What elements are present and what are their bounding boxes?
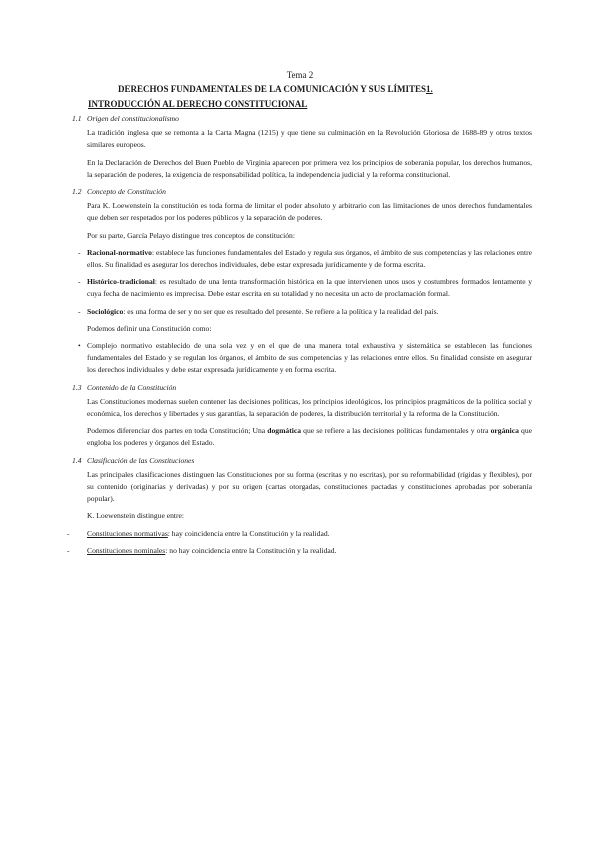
list-text: : no hay coincidencia entre la Constitución y la realidad.	[165, 545, 337, 555]
tema-label: Tema 2	[286, 70, 314, 80]
paragraph	[87, 425, 532, 449]
section-title: INTRODUCCIÓN AL DERECHO CONSTITUCIONAL	[88, 99, 308, 109]
section-heading-1-1	[72, 113, 532, 125]
paragraph: La tradición inglesa que se remonta a la Carta Magna (1215) y que tiene su culminación en la Revolución Gloriosa de 1688-89 y otros textos similares europeos.	[87, 128, 532, 150]
list-term: Constituciones nominales	[87, 545, 166, 555]
section-number: 1.3	[72, 382, 82, 392]
list-text: : establece las funciones fundamentales del Estado y regula sus órganos, el ámbito de sus competencias y las relaciones entre ellos. Su finalidad es asegurar los derechos individuales, debe estar expresada jurídicamente y de forma escrita.	[87, 247, 532, 270]
list-item	[67, 528, 532, 540]
list-item	[78, 306, 532, 318]
bold-term: orgánica	[490, 426, 519, 436]
section-heading-1-3	[72, 382, 532, 394]
section-number: 1.1	[72, 114, 82, 123]
list-text: : es resultado de una lenta transformación histórica en la que intervienen unos usos y costumbres formados lentamente y cuya fecha de nacimiento es imprecisa. Debe estar escrita en su totalidad y no necesita un acto de proclamación formal.	[87, 277, 532, 299]
section-heading-text: Origen del constitucionalismo	[87, 114, 179, 123]
paragraph: Las principales clasificaciones distinguen las Constituciones por su forma (escritas y no escritas), por su reformabilidad (rígidas y flexibles), por su contenido (originarias y derivadas) y por su origen (cartas otorgadas, constituciones pactadas y constituciones aprobadas por soberanía popular).	[87, 469, 532, 504]
list-term: Histórico-tradicional	[87, 277, 155, 287]
bullet-item	[78, 340, 532, 377]
section-heading-1-2	[72, 186, 532, 198]
bullet-icon: •	[78, 341, 81, 351]
list-term: Sociológico	[87, 306, 124, 316]
section-number: 1.4	[72, 455, 82, 465]
list-dash: -	[67, 545, 70, 555]
section-heading-1-4	[72, 455, 532, 467]
list-text: : es una forma de ser y no ser que es resultado del presente. Se refiere a la política y la realidad del país.	[123, 306, 439, 316]
list-dash: -	[78, 306, 81, 316]
section-number: 1.2	[72, 187, 82, 197]
list-term: Racional-normativo	[87, 247, 152, 257]
list-item	[78, 276, 532, 300]
paragraph: Por su parte, García Pelayo distingue tres conceptos de constitución:	[87, 230, 295, 240]
title-main: DERECHOS FUNDAMENTALES DE LA COMUNICACIÓN Y SUS LÍMITES	[118, 84, 426, 94]
list-dash: -	[78, 247, 81, 257]
section-heading-text: Clasificación de las Constituciones	[87, 455, 195, 465]
paragraph: K. Loewenstein distingue entre:	[87, 511, 185, 521]
paragraph: Las Constituciones modernas suelen contener las decisiones políticas, los principios ideológicos, los principios pragmáticos de la política social y económica, los derechos y libertades y sus garantías, la separación de poderes, la distribución territorial y la reforma de la Constitución.	[87, 396, 532, 419]
section-heading-text: Concepto de Constitución	[87, 187, 166, 197]
list-item	[67, 545, 532, 557]
list-text: : hay coincidencia entre la Constitución y la realidad.	[167, 528, 330, 538]
text-run: que engloba los poderes y órganos del Estado.	[87, 426, 532, 448]
title-suffix: 1.	[425, 84, 433, 94]
paragraph: En la Declaración de Derechos del Buen Pueblo de Virginia aparecen por primera vez los principios de soberanía popular, los derechos humanos, la separación de poderes, la exigencia de responsabilidad política, la independencia judicial y la reforma constitucional.	[87, 157, 532, 179]
list-dash: -	[78, 277, 81, 287]
paragraph: Para K. Loewenstein la constitución es toda forma de limitar el poder absoluto y arbitrario con las limitaciones de unos derechos fundamentales que deben ser respetados por los poderes públicos y la separación de poderes.	[87, 201, 532, 223]
list-term: Constituciones normativas	[87, 528, 168, 538]
text-run: Podemos diferenciar dos partes en toda Constitución; Una	[87, 426, 268, 436]
list-item	[78, 247, 532, 271]
bold-term: dogmática	[267, 426, 302, 436]
text-run: que se refiere a las decisiones políticas fundamentales y otra	[301, 426, 491, 436]
section-heading-text: Contenido de la Constitución	[87, 382, 177, 392]
bullet-text: Complejo normativo establecido de una sola vez y en el que de una manera total exhaustiva y sistemática se establecen las funciones fundamentales del Estado y se regulan los órganos, el ámbito de sus competencias y las relaciones entre ellos. Su finalidad consiste en asegurar los derechos individuales y debe estar expresada jurídicamente y en forma escrita.	[87, 341, 532, 375]
document-title	[118, 84, 433, 94]
document-body	[67, 113, 532, 562]
list-dash: -	[67, 528, 70, 538]
paragraph: Podemos definir una Constitución como:	[87, 323, 212, 333]
